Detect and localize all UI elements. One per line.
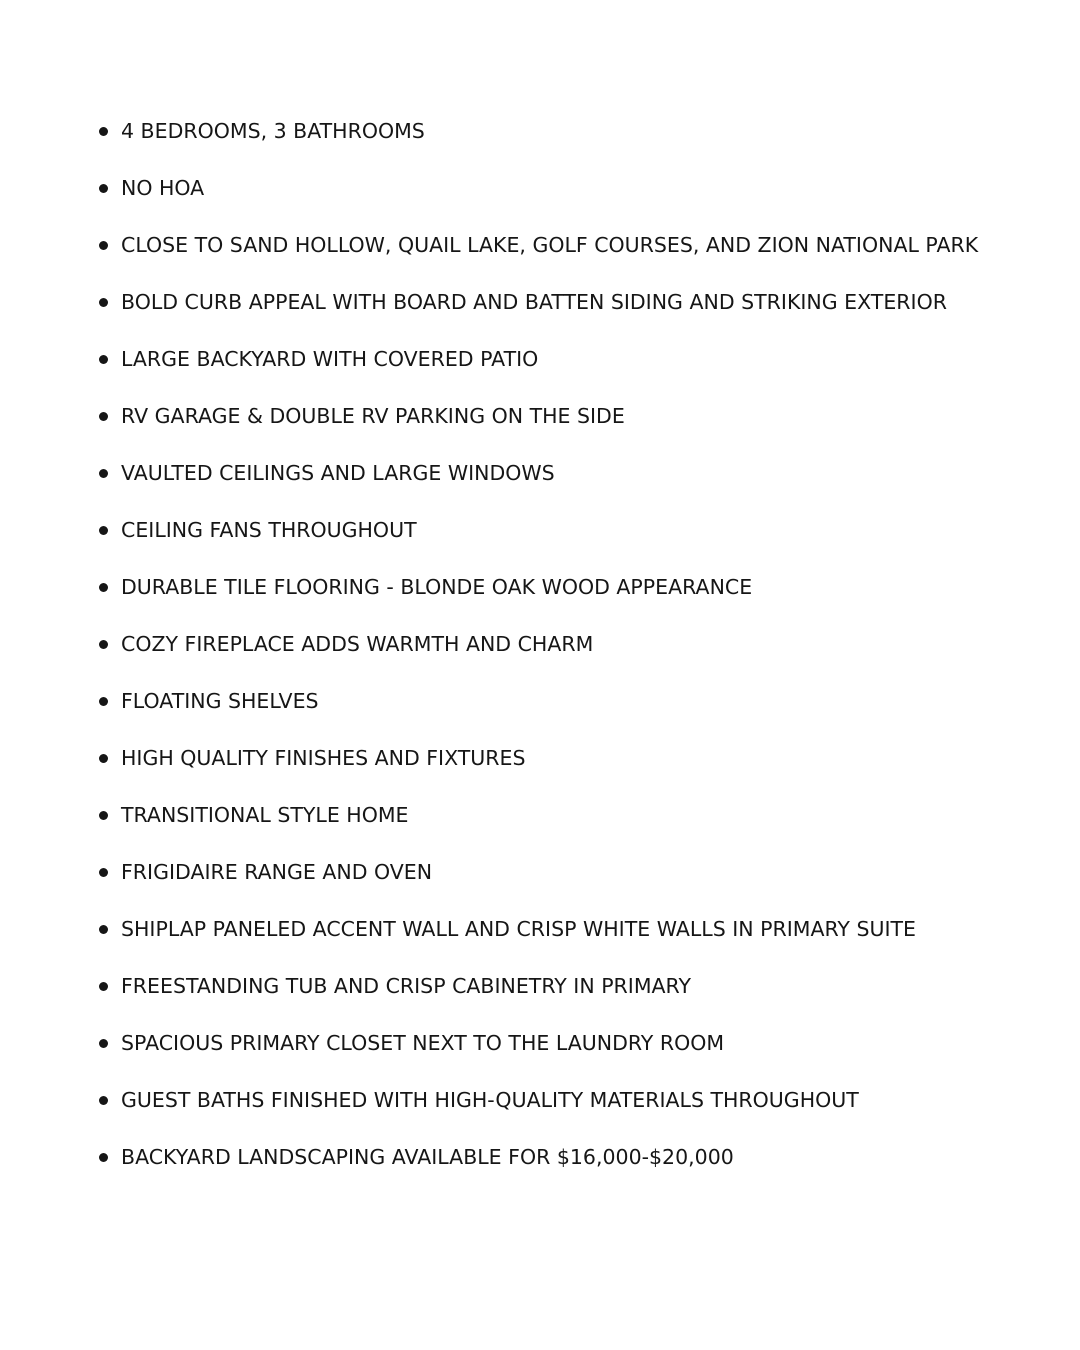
bullet-icon	[99, 412, 108, 421]
list-item	[0, 388, 1080, 445]
feature-text: 4 BEDROOMS, 3 BATHROOMS	[121, 119, 425, 143]
bullet-icon	[99, 1096, 108, 1105]
list-item	[0, 502, 1080, 559]
bullet-icon	[99, 469, 108, 478]
list-item	[0, 1129, 1080, 1186]
bullet-icon	[99, 868, 108, 877]
bullet-icon	[99, 184, 108, 193]
feature-text: TRANSITIONAL STYLE HOME	[121, 803, 409, 827]
feature-text: BACKYARD LANDSCAPING AVAILABLE FOR $16,000-$20,000	[121, 1145, 734, 1169]
list-item	[0, 274, 1080, 331]
list-item	[0, 445, 1080, 502]
list-item	[0, 331, 1080, 388]
feature-text: DURABLE TILE FLOORING - BLONDE OAK WOOD APPEARANCE	[121, 575, 753, 599]
list-item	[0, 901, 1080, 958]
bullet-icon	[99, 925, 108, 934]
feature-text: VAULTED CEILINGS AND LARGE WINDOWS	[121, 461, 555, 485]
list-item	[0, 1015, 1080, 1072]
bullet-icon	[99, 241, 108, 250]
bullet-icon	[99, 640, 108, 649]
bullet-icon	[99, 526, 108, 535]
feature-text: SPACIOUS PRIMARY CLOSET NEXT TO THE LAUNDRY ROOM	[121, 1031, 725, 1055]
feature-text: RV GARAGE & DOUBLE RV PARKING ON THE SIDE	[121, 404, 625, 428]
bullet-icon	[99, 811, 108, 820]
list-item	[0, 103, 1080, 160]
feature-text: BOLD CURB APPEAL WITH BOARD AND BATTEN SIDING AND STRIKING EXTERIOR	[121, 290, 947, 314]
bullet-icon	[99, 754, 108, 763]
feature-document	[0, 103, 1080, 1186]
list-item	[0, 559, 1080, 616]
list-item	[0, 673, 1080, 730]
feature-text: LARGE BACKYARD WITH COVERED PATIO	[121, 347, 539, 371]
feature-list	[0, 103, 1080, 1186]
list-item	[0, 730, 1080, 787]
list-item	[0, 1072, 1080, 1129]
feature-text: NO HOA	[121, 176, 205, 200]
bullet-icon	[99, 298, 108, 307]
feature-text: SHIPLAP PANELED ACCENT WALL AND CRISP WHITE WALLS IN PRIMARY SUITE	[121, 917, 917, 941]
feature-text: FRIGIDAIRE RANGE AND OVEN	[121, 860, 433, 884]
feature-text: HIGH QUALITY FINISHES AND FIXTURES	[121, 746, 526, 770]
list-item	[0, 844, 1080, 901]
list-item	[0, 958, 1080, 1015]
feature-text: GUEST BATHS FINISHED WITH HIGH-QUALITY MATERIALS THROUGHOUT	[121, 1088, 859, 1112]
feature-text: FLOATING SHELVES	[121, 689, 319, 713]
list-item	[0, 787, 1080, 844]
feature-text: FREESTANDING TUB AND CRISP CABINETRY IN PRIMARY	[121, 974, 692, 998]
feature-text: COZY FIREPLACE ADDS WARMTH AND CHARM	[121, 632, 594, 656]
bullet-icon	[99, 1153, 108, 1162]
bullet-icon	[99, 127, 108, 136]
list-item	[0, 616, 1080, 673]
bullet-icon	[99, 982, 108, 991]
bullet-icon	[99, 583, 108, 592]
bullet-icon	[99, 1039, 108, 1048]
feature-text: CEILING FANS THROUGHOUT	[121, 518, 417, 542]
bullet-icon	[99, 355, 108, 364]
feature-text: CLOSE TO SAND HOLLOW, QUAIL LAKE, GOLF COURSES, AND ZION NATIONAL PARK	[121, 233, 979, 257]
list-item	[0, 160, 1080, 217]
bullet-icon	[99, 697, 108, 706]
list-item	[0, 217, 1080, 274]
